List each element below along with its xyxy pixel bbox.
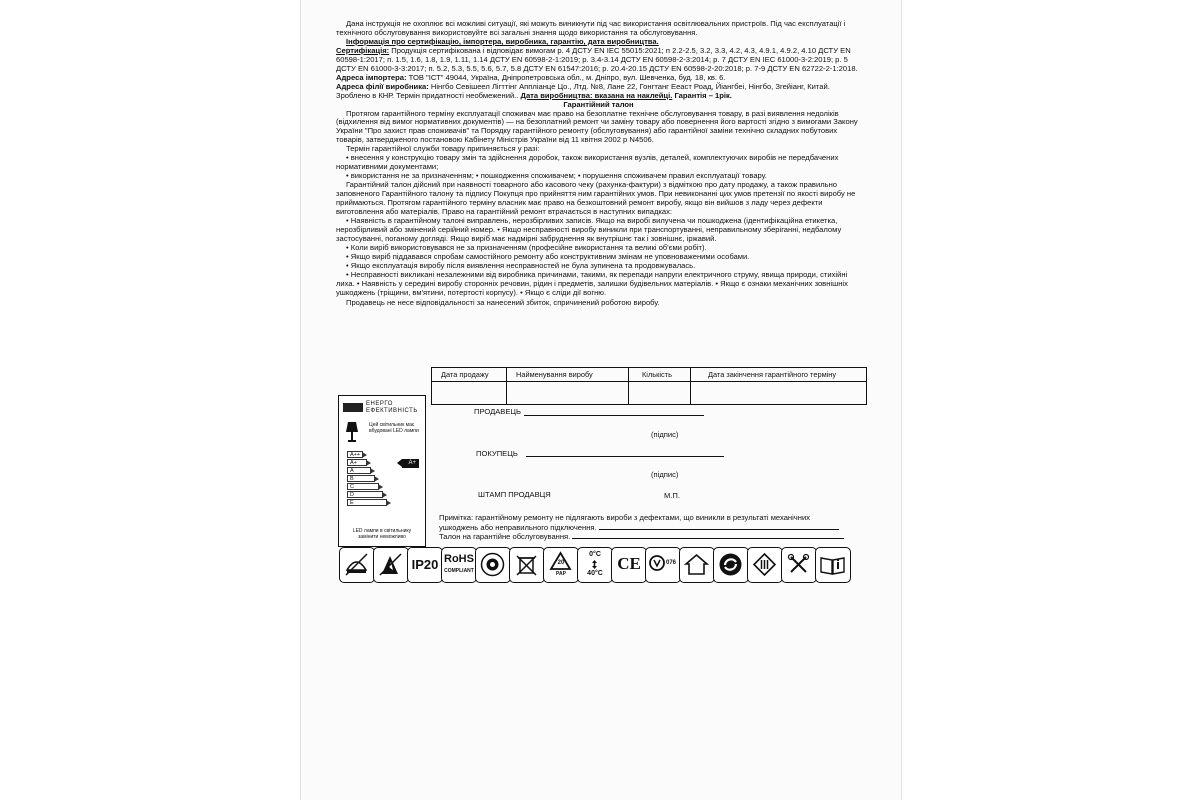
lamp-text: Цей світильник має вбудовані LED лампи bbox=[369, 422, 419, 434]
table-header-warranty-end: Дата закінчення гарантійного терміну bbox=[708, 370, 837, 379]
manufacturer-text: Нінгбо Севішеел Лігттінг Аппліанце Цо., Лтд. №8, Лане 22, Гонгтанг Ееаст Роад, Йіангбеі, Нінгбо, Згейіанг, Китай. Зроблено в КНР. Термін придатності необмежений.. bbox=[336, 81, 830, 100]
energy-label-footer: LED лампи в світильнику замінити неможливо bbox=[352, 528, 412, 540]
temp-max-text: 40°C bbox=[587, 570, 603, 577]
info-heading: Інформація про сертифікацію, імпортера, виробника, гарантію, дата виробництва. bbox=[346, 36, 659, 46]
class-iii-icon bbox=[747, 547, 783, 583]
energy-class-bar: A+ bbox=[347, 459, 367, 466]
certification-block bbox=[336, 47, 861, 74]
energy-class-bar: C bbox=[347, 483, 379, 490]
energy-label-title: ЕНЕРГО ЕФЕКТИВНІСТЬ bbox=[366, 401, 418, 414]
note-line-1: Примітка: гарантійному ремонту не підлягають вироби з дефектами, що виникли в результаті механічних bbox=[439, 513, 810, 522]
guarantee-term: Гарантія – 1рік. bbox=[674, 90, 732, 100]
buyer-signature-caption: (підпис) bbox=[651, 470, 679, 479]
note-line-2: ушкоджень або неправильного підключення. bbox=[439, 523, 864, 533]
seller-liability-note: Продавець не несе відповідальності за нанесений збиток, спричинений роботою виробу. bbox=[346, 297, 660, 307]
ukraine-conformity-icon bbox=[645, 547, 681, 583]
manufacturer-block bbox=[336, 83, 861, 101]
table-header-product-name: Найменування виробу bbox=[516, 370, 593, 379]
recycle-number: 20 bbox=[557, 560, 565, 566]
instruction-text bbox=[336, 20, 861, 308]
weee-bin-icon bbox=[509, 547, 545, 583]
table-header-quantity: Кількість bbox=[642, 370, 672, 379]
temp-min-text: 0°C bbox=[589, 551, 601, 558]
importer-label: Адреса імпортера: bbox=[336, 72, 407, 82]
cert-text: Продукція сертифікована і відповідає вимогам р. 4 ДСТУ EN IEC 55015:2021; п 2.2-2.5, 3.2, 3.3, 4.2, 4.3, 4.9.1, 4.9.2, 4.10 ДСТУ EN 60598-1:2017; п. 1.5, 1.6, 1.8, 1.9, 1.11, 1.14 ДСТУ EN 60598-2-1:2019; р. 3.4-3.14 ДСТУ EN 60598-2-3:2014; р. 7 ДСТУ EN IEC 61000-3-2:2019; р. 5 ДСТУ EN 61000-3-3:2017; п. 5.2, 5.3, 5.5, 5.6, 5.7, 5.8 ДСТУ EN 61547:2016; р. 20.4-20.15 ДСТУ EN 60598-2-20:2018; р. 7-9 ДСТУ EN 62722-2-1:2018. bbox=[336, 45, 858, 73]
warranty-bullet-5: • Якщо виріб піддавався спробам самостійного ремонту або конструктивним змінам не уповноваженими особами. bbox=[346, 251, 750, 261]
ce-mark-icon bbox=[611, 547, 647, 583]
energy-class-bar: A++ bbox=[347, 451, 363, 458]
seller-stamp-label: ШТАМП ПРОДАВЦЯ bbox=[478, 490, 551, 499]
table-divider bbox=[628, 368, 629, 404]
no-covering-icon bbox=[339, 547, 375, 583]
ce-text: CE bbox=[617, 554, 641, 573]
cert-label: Сертифікація: bbox=[336, 45, 390, 55]
warranty-bullet-7: • Несправності викликані незалежними від виробника причинами, такими, як перепади напруги електричного струму, явища природи, стихійні лиха. • Наявність у середині виробу сторонніх речовин, рідин і предметів, залишки будівельних матеріалів. • Якщо є ознаки механічних зовнішніх ушкоджень (тріщини, вм'ятини, потертості корпусу). • Якщо є сліди дії вогню. bbox=[336, 269, 848, 297]
recycle-pap-text: PAP bbox=[556, 571, 566, 577]
warranty-title: Гарантійний талон bbox=[563, 99, 634, 109]
warranty-bullet-3: • Наявність в гарантійному талоні виправлень, нерозбірливих записів. Якщо на виробі вилучена чи пошкоджена (ідентифікаційна етикетка, нерозбірливий або змінений серійний номер. • Якщо несправності виробу виникли при транспортуванні, неправильному зберіганні, недбалому застосуванні, поганому догляді. Якщо виріб має надмірні забруднення як внутрішнє так і зовнішнє, іржавий. bbox=[336, 215, 842, 243]
energy-logo bbox=[343, 403, 363, 412]
note-line-3: Талон на гарантійне обслуговування. bbox=[439, 532, 864, 542]
flammable-surface-icon bbox=[373, 547, 409, 583]
table-divider bbox=[506, 368, 507, 404]
seller-signature-line bbox=[524, 415, 704, 416]
rohs-text: RoHS bbox=[444, 553, 474, 565]
buyer-label: ПОКУПЕЦЬ bbox=[476, 449, 518, 458]
table-header-sale-date: Дата продажу bbox=[441, 370, 489, 379]
warranty-bullet-1: • внесення у конструкцію товару змін та здійснення доробок, також використання вузлів, деталей, комплектуючих виробів не передбачених нормативними документами; bbox=[336, 153, 839, 172]
buyer-signature-line bbox=[526, 456, 724, 457]
temperature-range-icon bbox=[577, 547, 613, 583]
certification-icons bbox=[339, 547, 861, 587]
importer-text: ТОВ "ІСТ" 49044, Україна, Дніпропетровська обл., м. Дніпро, вул. Шевченка, буд. 18, кв. 6. bbox=[406, 72, 726, 82]
manufacturer-label: Адреса філії виробника: bbox=[336, 81, 429, 91]
table-divider bbox=[690, 368, 691, 404]
warranty-bullet-6: • Якщо експлуатація виробу після виявлення несправностей не була зупинена та продовжувалась. bbox=[346, 260, 696, 270]
warranty-bullet-4: • Коли виріб використовувався не за призначенням (професійне використання та великі об'єми робіт). bbox=[346, 242, 707, 252]
energy-label bbox=[338, 395, 426, 547]
rohs-compliant-text: COMPLIANT bbox=[444, 568, 474, 574]
green-dot-icon bbox=[713, 547, 749, 583]
energy-class-bar: D bbox=[347, 491, 383, 498]
warranty-note bbox=[439, 513, 864, 542]
energy-class-bar: B bbox=[347, 475, 375, 482]
read-manual-icon bbox=[815, 547, 851, 583]
warranty-para-1: Протягом гарантійного терміну експлуатації споживач має право на безоплатне технічне обслуговування товару, в разі виявлення недоліків (відхилення від вимог нормативних документів) — на безоплатний ремонт чи заміну товару або повернення його вартості згідно з вимогами Закону України "Про захист прав споживачів" та Порядку гарантійного ремонту (обслуговування) або гарантійної заміни технічно складних побутових товарів, затвердженого постановою Кабінету Міністрів України від 11 квітня 2002 р N4506. bbox=[336, 108, 858, 145]
energy-label-header bbox=[343, 401, 421, 415]
energy-class-bar: E bbox=[347, 499, 387, 506]
recycle-pap-icon bbox=[543, 547, 579, 583]
eac-star-icon bbox=[475, 547, 511, 583]
warranty-para-3: Гарантійний талон дійсний при наявності товарного або касового чеку (рахунка-фактури) з відміткою про дату продажу, а також правильно заповненого Гарантійного талону та підпису Покупця про прийняття ним гарантійних умов. При невиконанні цих умов претензії по якості виробу не приймаються. Протягом гарантійного терміну власник має право на безкоштовний ремонт виробу, якщо він вийшов з ладу через дефекти виготовлення або матеріалів. Право на гарантійний ремонт втрачається в наступних випадках: bbox=[336, 180, 856, 217]
ip-rating-text: IP20 bbox=[411, 557, 439, 572]
seller-label: ПРОДАВЕЦЬ bbox=[474, 407, 522, 416]
indoor-use-icon bbox=[679, 547, 715, 583]
warranty-para-2: Термін гарантійної служби товару припиняється у разі: bbox=[346, 144, 540, 154]
note-underline bbox=[599, 529, 839, 530]
warranty-table bbox=[431, 367, 867, 405]
intro-text: Дана інструкція не охоплює всі можливі ситуації, які можуть виникнути під час використання освітлювальних пристроїв. Під час експлуатації і технічного обслуговування використовуйте всі загальні знання щодо використання та обслуговування. bbox=[336, 19, 846, 37]
stamp-place-label: М.П. bbox=[664, 491, 681, 500]
energy-class-indicator: A+ bbox=[402, 459, 419, 468]
production-date: Дата виробництва: вказана на наклейці. bbox=[520, 90, 673, 100]
conformity-number: 076 bbox=[665, 560, 676, 566]
lamp-icon bbox=[345, 421, 359, 443]
no-tools-icon bbox=[781, 547, 817, 583]
table-divider bbox=[432, 381, 866, 382]
note-underline bbox=[572, 538, 844, 539]
rohs-icon bbox=[441, 547, 477, 583]
seller-signature-caption: (підпис) bbox=[651, 430, 679, 439]
ip20-icon bbox=[407, 547, 443, 583]
energy-class-bar: A bbox=[347, 467, 371, 474]
warranty-bullet-2: • використання не за призначенням; • пошкодження споживачем; • порушення споживачем правил експлуатації товару. bbox=[346, 171, 767, 181]
